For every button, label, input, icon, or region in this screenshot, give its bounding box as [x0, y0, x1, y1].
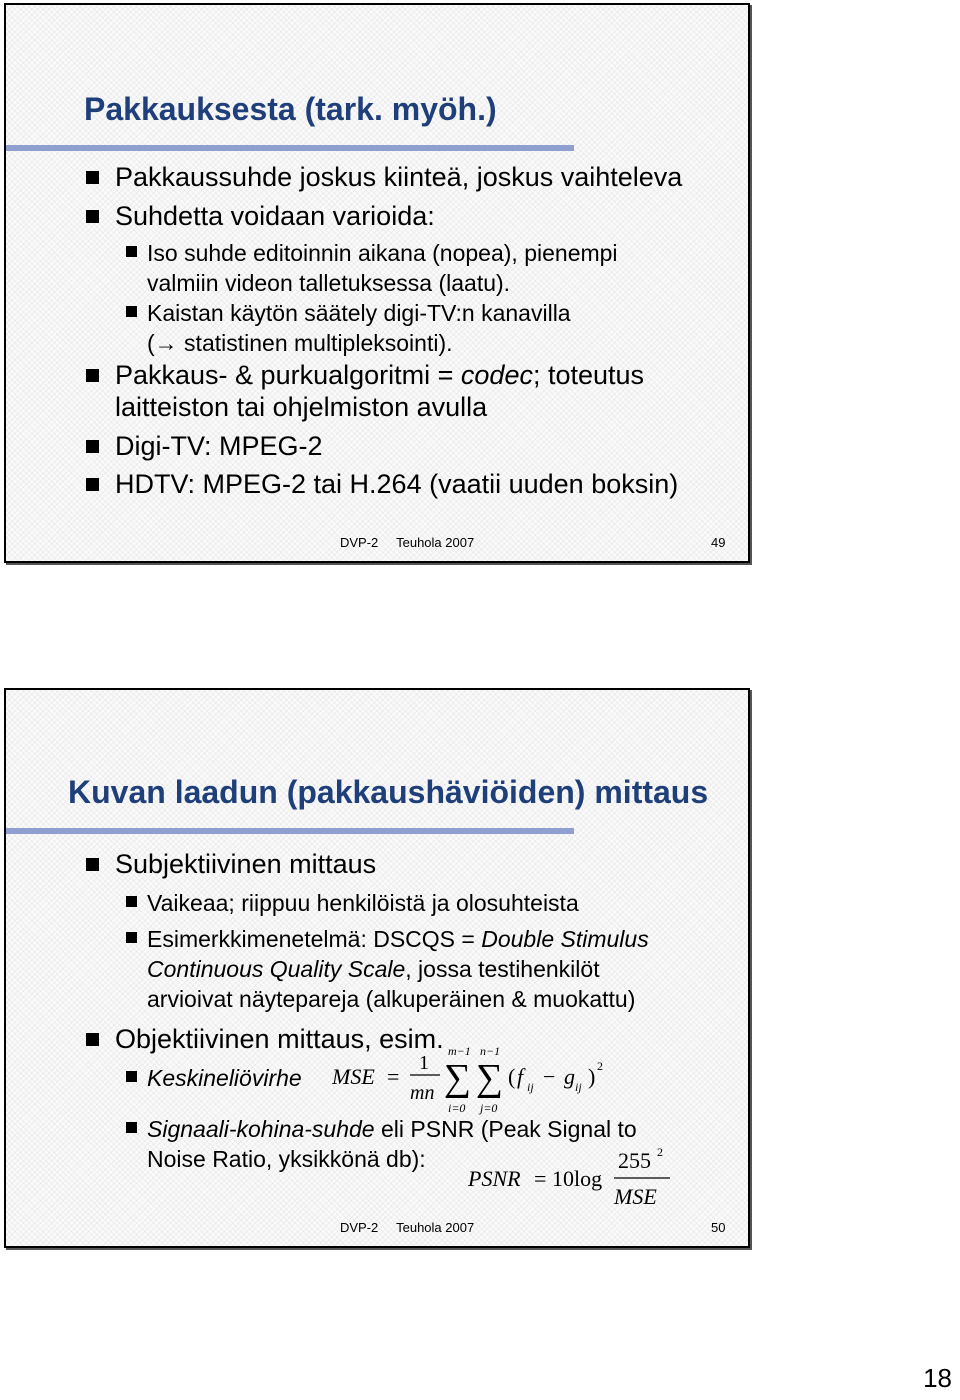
page-number: 18 [923, 1363, 952, 1393]
sub-bullet-text [147, 238, 618, 298]
formula-equals: = [534, 1166, 547, 1191]
slide-50 [4, 688, 750, 1248]
sum-icon: ∑ [444, 1057, 472, 1099]
sub-bullet-text: Vaikeaa; riippuu henkilöistä ja olosuhteista [147, 890, 579, 916]
square-bullet-icon [126, 932, 137, 943]
fraction-denominator: MSE [614, 1184, 657, 1209]
fraction-denominator: mn [410, 1082, 435, 1104]
formula-lhs: MSE [332, 1064, 375, 1089]
square-bullet-icon [86, 171, 99, 184]
text-line: valmiin videon talletuksessa (laatu). [147, 270, 511, 296]
formula-lhs: PSNR [468, 1166, 521, 1191]
sub-bullet-text [147, 298, 571, 358]
slide-title: Pakkauksesta (tark. myöh.) [84, 91, 497, 127]
text-line: Noise Ratio, yksikkönä db): [147, 1146, 426, 1172]
paren-close: ) [588, 1064, 596, 1089]
square-bullet-icon [126, 1071, 137, 1082]
mse-formula [332, 1046, 622, 1118]
text-run: eli PSNR (Peak Signal to [374, 1116, 637, 1142]
formula-f: f [517, 1064, 524, 1089]
text-line: Kaistan käytön säätely digi-TV:n kanavilla [147, 300, 571, 326]
sum1-lower: i=0 [448, 1101, 466, 1115]
text-run: ; toteutus [532, 360, 645, 390]
square-bullet-icon [126, 306, 137, 317]
slide-footer: DVP-2 Teuhola 2007 [340, 535, 475, 550]
bullet-text [115, 359, 644, 423]
sum-icon: ∑ [476, 1057, 504, 1099]
sub-bullet-text [147, 924, 649, 1014]
text-line: Iso suhde editoinnin aikana (nopea), pienempi [147, 240, 618, 266]
square-bullet-icon [86, 440, 99, 453]
bullet-text: Subjektiivinen mittaus [115, 849, 377, 879]
square-bullet-icon [126, 246, 137, 257]
text-run: Double Stimulus [481, 926, 649, 952]
slide-title: Kuvan laadun (pakkaushäviöiden) mittaus [68, 774, 709, 810]
square-bullet-icon [126, 896, 137, 907]
formula-factor: 10log [552, 1166, 603, 1191]
text-run: , jossa testihenkilöt [405, 956, 600, 982]
title-underline [6, 145, 574, 151]
sub-bullet-text: Keskineliövirhe [147, 1065, 302, 1091]
bullet-text: Pakkaussuhde joskus kiinteä, joskus vaihteleva [115, 162, 683, 192]
sum2-upper: n−1 [480, 1046, 501, 1058]
text-line: arvioivat näytepareja (alkuperäinen & muokattu) [147, 986, 636, 1012]
title-underline [6, 828, 574, 834]
formula-g: g [564, 1064, 575, 1089]
codec-term: codec [460, 360, 533, 390]
fraction-numerator: 1 [419, 1052, 429, 1074]
subscript-ij: ij [527, 1080, 534, 1094]
text-run: Esimerkkimenetelmä: DSCQS = [147, 926, 482, 952]
bullet-text: Suhdetta voidaan varioida: [115, 201, 435, 231]
square-bullet-icon [86, 478, 99, 491]
sum2-lower: j=0 [480, 1101, 498, 1115]
square-bullet-icon [86, 369, 99, 382]
text-run: Pakkaus- & purkualgoritmi = [115, 360, 461, 390]
paren-open: ( [508, 1064, 516, 1089]
exponent: 2 [597, 1059, 603, 1073]
text-line: (→ statistinen multipleksointi). [147, 330, 453, 356]
square-bullet-icon [86, 1033, 99, 1046]
square-bullet-icon [126, 1122, 137, 1133]
subscript-ij: ij [575, 1080, 582, 1094]
slide-number: 49 [711, 535, 726, 550]
bullet-text: HDTV: MPEG-2 tai H.264 (vaatii uuden boksin) [115, 469, 679, 499]
minus-sign: − [543, 1064, 556, 1089]
exponent: 2 [657, 1145, 663, 1159]
slide-49 [4, 3, 750, 563]
text-run: Signaali-kohina-suhde [147, 1116, 375, 1142]
text-line: laitteiston tai ohjelmiston avulla [115, 392, 488, 422]
square-bullet-icon [86, 210, 99, 223]
slide-footer: DVP-2 Teuhola 2007 [340, 1220, 475, 1235]
formula-equals: = [387, 1064, 400, 1089]
sum1-upper: m−1 [448, 1046, 471, 1058]
text-run: Continuous Quality Scale [147, 956, 406, 982]
bullet-text: Objektiivinen mittaus, esim. [115, 1024, 444, 1054]
bullet-text: Digi-TV: MPEG-2 [115, 431, 323, 461]
square-bullet-icon [86, 858, 99, 871]
fraction-numerator: 255 [618, 1148, 651, 1173]
slide-number: 50 [711, 1220, 726, 1235]
psnr-formula [464, 1140, 684, 1212]
